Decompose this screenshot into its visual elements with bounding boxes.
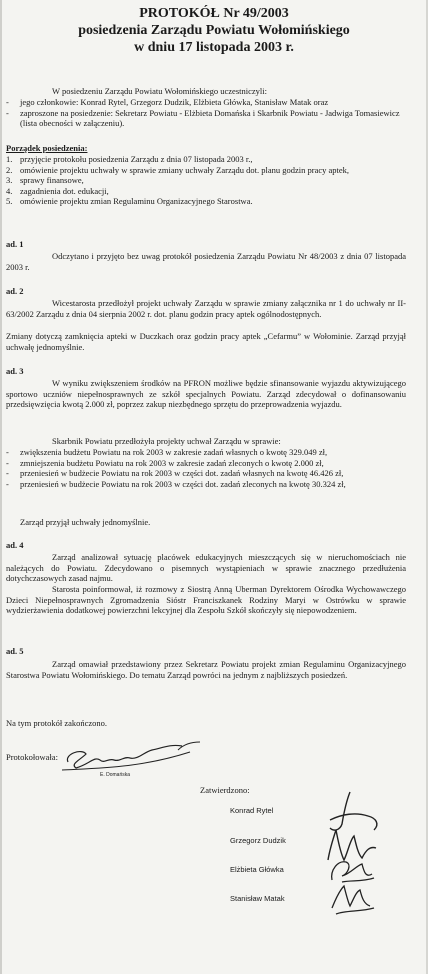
scan-edge-left [0, 0, 2, 974]
agenda-item: 4. zagadnienia dot. edukacji, [6, 185, 109, 196]
ad2-paragraph-2: Zmiany dotyczą zamknięcia apteki w Duczkach oraz godzin pracy aptek „Cefarmu” w Wołominie. Zarząd przyjął uchwałę jednomyślnie. [6, 331, 406, 352]
budget-item: - zwiększenia budżetu Powiatu na rok 2003 w zakresie zadań własnych o kwotę 329.049 zł, [6, 447, 328, 457]
ad1-text: Odczytano i przyjęto bez uwag protokół posiedzenia Zarządu Powiatu Nr 48/2003 z dnia 07 listopada 2003 r. [6, 251, 406, 272]
ad4-heading: ad. 4 [6, 540, 24, 550]
ad1-heading: ad. 1 [6, 239, 24, 249]
ad3-heading: ad. 3 [6, 366, 24, 376]
ad3-paragraph-3: Zarząd przyjął uchwały jednomyślnie. [20, 517, 151, 527]
signatory-name-1: Konrad Rytel [230, 806, 274, 815]
document-title-line3: w dniu 17 listopada 2003 r. [134, 40, 294, 55]
ad2-paragraph-1: Wicestarosta przedłożył projekt uchwały Zarządu w sprawie zmiany załącznika nr 1 do uchwały nr II-63/2002 Zarządu z dnia 04 sierpnia 2002 r. dot. planu godzin pracy aptek ogólnodostępnych. [6, 298, 406, 319]
agenda-item: 2. omówienie projektu uchwały w sprawie zmiany uchwały Zarządu dot. planu godzin pracy aptek, [6, 164, 350, 175]
attendance-item: - zaproszone na posiedzenie: Sekretarz Powiatu - Elżbieta Domańska i Skarbnik Powiatu - Jadwiga Tomasiewicz (lista obecności w załączeniu). [6, 107, 400, 129]
ad5-text: Zarząd omawiał przedstawiony przez Sekretarz Powiatu projekt zmian Regulaminu Organizacyjnego Starostwa Powiatu Wołomińskiego. Do tematu Zarząd powróci na jednym z najbliższych posiedzeń. [6, 659, 406, 680]
ad3-paragraph-1: W wyniku zwiększeniem środków na PFRON możliwe będzie sfinansowanie wyjazdu aktywizującego sportowo uczniów niepełnosprawnych ze szkół specjalnych Powiatu. Zarząd zdecydował o dofinansowaniu przedsięwzięcia kwotą 2.000 zł, poprzez zakup niezbędnego sprzętu do przeprowadzenia wyjazdu. [6, 378, 406, 410]
recorder-signature [60, 738, 210, 778]
budget-item: - przeniesień w budżecie Powiatu na rok 2003 w części dot. zadań zleconych na kwotę 30.324 zł, [6, 478, 346, 489]
ad4-paragraph-2: Starosta poinformował, iż rozmowy z Siostrą Anną Uberman Dyrektorem Ośrodka Wychowawczego Dzieci Niepełnosprawnych Zgromadzenia Sióstr Franciszkanek Rodziny Maryi w Ostrówku w sprawie wydzierżawienia dodatkowej powierzchni lekcyjnej dla Zespołu Szkół skończyły się niepowodzeniem. [6, 584, 406, 616]
ad3-budget-list [6, 447, 406, 489]
signatory-name-3: Elżbieta Główka [230, 865, 284, 874]
agenda-list [6, 154, 406, 207]
attendance-intro: W posiedzeniu Zarządu Powiatu Wołomińskiego uczestniczyli: [52, 86, 267, 96]
agenda-heading: Porządek posiedzenia: [6, 143, 88, 153]
recorder-name-stamp: E. Domańska [100, 772, 131, 778]
ad2-heading: ad. 2 [6, 286, 24, 296]
approval-label: Zatwierdzono: [200, 785, 250, 795]
document-title-line2: posiedzenia Zarządu Powiatu Wołomińskiego [78, 23, 350, 38]
protocol-by-label: Protokołowała: [6, 752, 58, 762]
agenda-item: 5. omówienie projektu zmian Regulaminu Organizacyjnego Starostwa. [6, 196, 253, 207]
ad3-paragraph-2: Skarbnik Powiatu przedłożyła projekty uchwał Zarządu w sprawie: [52, 436, 281, 446]
budget-item: - zmniejszenia budżetu Powiatu na rok 2003 w zakresie zadań zleconych o kwotę 2.000 zł, [6, 457, 324, 468]
signatory-name-2: Grzegorz Dudzik [230, 836, 286, 845]
attendance-item: - jego członkowie: Konrad Rytel, Grzegorz Dudzik, Elżbieta Główka, Stanisław Matak oraz [6, 97, 329, 107]
ad5-heading: ad. 5 [6, 646, 24, 656]
budget-item: - przeniesień w budżecie Powiatu na rok 2003 w części dot. zadań własnych na kwotę 46.426 zł, [6, 468, 344, 479]
attendance-list [6, 97, 406, 129]
signature-matak [326, 878, 380, 918]
agenda-item: 3. sprawy finansowe, [6, 175, 84, 186]
document-title-line1: PROTOKÓŁ Nr 49/2003 [139, 6, 289, 21]
agenda-item: 1. przyjęcie protokołu posiedzenia Zarządu z dnia 07 listopada 2003 r., [6, 154, 253, 164]
signatory-name-4: Stanisław Matak [230, 894, 285, 903]
closing-statement: Na tym protokół zakończono. [6, 718, 108, 728]
ad4-paragraph-1: Zarząd analizował sytuację placówek edukacyjnych mieszczących się w nieruchomościach nie należących do Powiatu. Zdecydowano o pisemnych wystąpieniach w sprawie znacznego przedłużenia dotychczasowych zasad najmu. [6, 552, 406, 584]
